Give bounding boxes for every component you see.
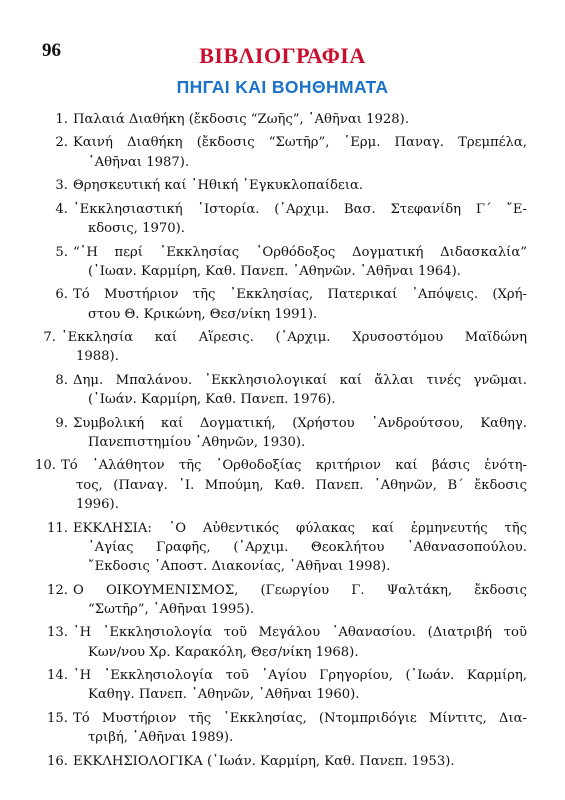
reference-item — [0, 623, 565, 662]
reference-line: ῾Αγίας Γραφῆς, (᾿Αρχιμ. Θεοκλήτου ᾿Αθανασοπούλου. — [88, 539, 527, 555]
reference-line: κδοσις, 1970). — [88, 221, 185, 237]
reference-text — [73, 519, 527, 577]
reference-line: Κων/νου Χρ. Καρακόλη, Θεσ/νίκη 1968). — [88, 644, 359, 660]
reference-number: 6. — [55, 287, 68, 303]
reference-item — [0, 371, 565, 410]
reference-line: στου Θ. Κρικώνη, Θεσ/νίκη 1991). — [88, 306, 318, 322]
reference-number: 16. — [47, 753, 68, 769]
reference-item — [0, 133, 565, 172]
reference-number: 3. — [55, 178, 68, 194]
page-subtitle: ΠΗΓΑΙ ΚΑΙ ΒΟΗΘΗΜΑΤΑ — [176, 77, 389, 97]
reference-line: ᾿Εκκλησία καί Αἵρεσις. (᾿Αρχιμ. Χρυσοστόμου Μαϊδώνη — [61, 330, 527, 346]
reference-line: Ο ΟΙΚΟΥΜΕΝΙΣΜΟΣ, (Γεωργίου Γ. Ψαλτάκη, ἔκδοσις — [73, 582, 527, 598]
reference-item — [0, 519, 565, 577]
reference-line: 1996). — [76, 497, 119, 513]
reference-item — [0, 666, 565, 705]
reference-item — [0, 243, 565, 282]
reference-number: 15. — [47, 710, 68, 726]
reference-line: 1988). — [76, 349, 119, 365]
reference-line: Καθηγ. Πανεπ. ᾿Αθηνῶν, ᾿Αθῆναι 1960). — [88, 687, 360, 703]
reference-text — [73, 200, 527, 239]
reference-line: ᾿Εκκλησιαστική ῾Ιστορία. (᾿Αρχιμ. Βασ. Στεφανίδη Γ΄ ῎Ε- — [73, 201, 527, 217]
reference-line: ᾿Αθῆναι 1987). — [88, 154, 190, 170]
reference-item — [0, 110, 565, 129]
reference-number: 13. — [47, 625, 68, 641]
reference-line: τριβή, ᾿Αθῆναι 1989). — [88, 730, 234, 746]
reference-number: 14. — [47, 668, 68, 684]
reference-list — [0, 110, 565, 775]
reference-number: 4. — [55, 201, 68, 217]
reference-line: ῎Εκδοσις ᾿Αποστ. Διακονίας, ᾿Αθῆναι 1998). — [88, 559, 391, 575]
reference-line: Τό Μυστήριον τῆς ᾿Εκκλησίας, Πατερικαί ᾿Απόψεις. (Χρή- — [73, 287, 527, 303]
reference-item — [0, 456, 565, 514]
reference-number: 1. — [55, 112, 68, 127]
reference-line: Δημ. Μπαλάνου. ᾿Εκκλησιολογικαί καί ἄλλαι τινές γνῶμαι. — [73, 372, 527, 388]
reference-item — [0, 581, 565, 620]
reference-item — [0, 752, 565, 771]
reference-line: ῾Η ᾿Εκκλησιολογία τοῦ ῾Αγίου Γρηγορίου, (᾿Ιωάν. Καρμίρη, — [73, 668, 527, 684]
reference-item — [0, 200, 565, 239]
reference-number: 12. — [47, 582, 68, 598]
reference-text — [73, 623, 527, 662]
reference-text — [73, 414, 527, 453]
reference-text — [73, 176, 527, 195]
reference-number: 5. — [55, 244, 68, 260]
reference-line: ῾Η ᾿Εκκλησιολογία τοῦ Μεγάλου ᾿Αθανασίου. (Διατριβή τοῦ — [73, 625, 527, 641]
reference-text — [73, 285, 527, 324]
reference-text — [73, 243, 527, 282]
reference-line: ΕΚΚΛΗΣΙΟΛΟΓΙΚΑ (᾿Ιωάν. Καρμίρη, Καθ. Πανεπ. 1953). — [73, 753, 455, 769]
reference-line: Πανεπιστημίου ᾿Αθηνῶν, 1930). — [88, 434, 306, 450]
reference-number: 11. — [47, 520, 68, 536]
reference-number: 9. — [55, 415, 68, 431]
reference-item — [0, 328, 565, 367]
reference-text — [73, 581, 527, 620]
reference-line: Τό ᾿Αλάθητον τῆς ᾿Ορθοδοξίας κριτήριον καί βάσις ἑνότη- — [61, 458, 527, 474]
reference-line: Παλαιά Διαθήκη (ἔκδοσις “Ζωῆς”, ᾿Αθῆναι 1928). — [73, 112, 410, 127]
reference-text — [73, 752, 527, 771]
reference-line: “Σωτῆρ”, ᾿Αθῆναι 1995). — [88, 601, 255, 617]
page-title: ΒΙΒΛΙΟΓΡΑΦΙΑ — [199, 43, 366, 68]
reference-text — [73, 666, 527, 705]
reference-item — [0, 176, 565, 195]
reference-text — [73, 371, 527, 410]
reference-item — [0, 414, 565, 453]
reference-item — [0, 709, 565, 748]
reference-text — [73, 133, 527, 172]
reference-line: (᾿Ιωαν. Καρμίρη, Καθ. Πανεπ. ᾿Αθηνῶν. ᾿Αθῆναι 1964). — [88, 263, 461, 279]
reference-text — [73, 709, 527, 748]
reference-item — [0, 285, 565, 324]
reference-text — [73, 110, 527, 129]
reference-line: (᾿Ιωάν. Καρμίρη, Καθ. Πανεπ. 1976). — [88, 392, 336, 408]
reference-text — [61, 328, 527, 367]
reference-line: τος, (Παναγ. ᾿Ι. Μπούμη, Καθ. Πανεπ. ᾿Αθηνῶν, Β΄ ἔκδοσις — [76, 477, 527, 493]
reference-text — [61, 456, 527, 514]
reference-number: 7. — [43, 330, 56, 346]
reference-line: ΕΚΚΛΗΣΙΑ: ῾Ο Αὐθεντικός φύλακας καί ἑρμηνευτής τῆς — [73, 520, 527, 536]
page-number: 96 — [42, 40, 61, 61]
reference-line: Συμβολική καί Δογματική, (Χρήστου ᾿Ανδρούτσου, Καθηγ. — [73, 415, 527, 431]
reference-number: 2. — [55, 135, 68, 151]
reference-line: “῾Η περί ᾿Εκκλησίας ᾿Ορθόδοξος Δογματική Διδασκαλία” — [73, 244, 527, 260]
reference-line: Τό Μυστήριον τῆς ᾿Εκκλησίας, (Ντομπριδόγιε Μίντιτς, Δια- — [73, 710, 527, 726]
reference-number: 8. — [55, 372, 68, 388]
reference-number: 10. — [35, 458, 56, 474]
reference-line: Θρησκευτική καί ᾿Ηθική ᾿Εγκυκλοπαίδεια. — [73, 178, 364, 194]
reference-line: Καινή Διαθήκη (ἔκδοσις “Σωτῆρ”, ῾Ερμ. Παναγ. Τρεμπέλα, — [73, 135, 527, 151]
